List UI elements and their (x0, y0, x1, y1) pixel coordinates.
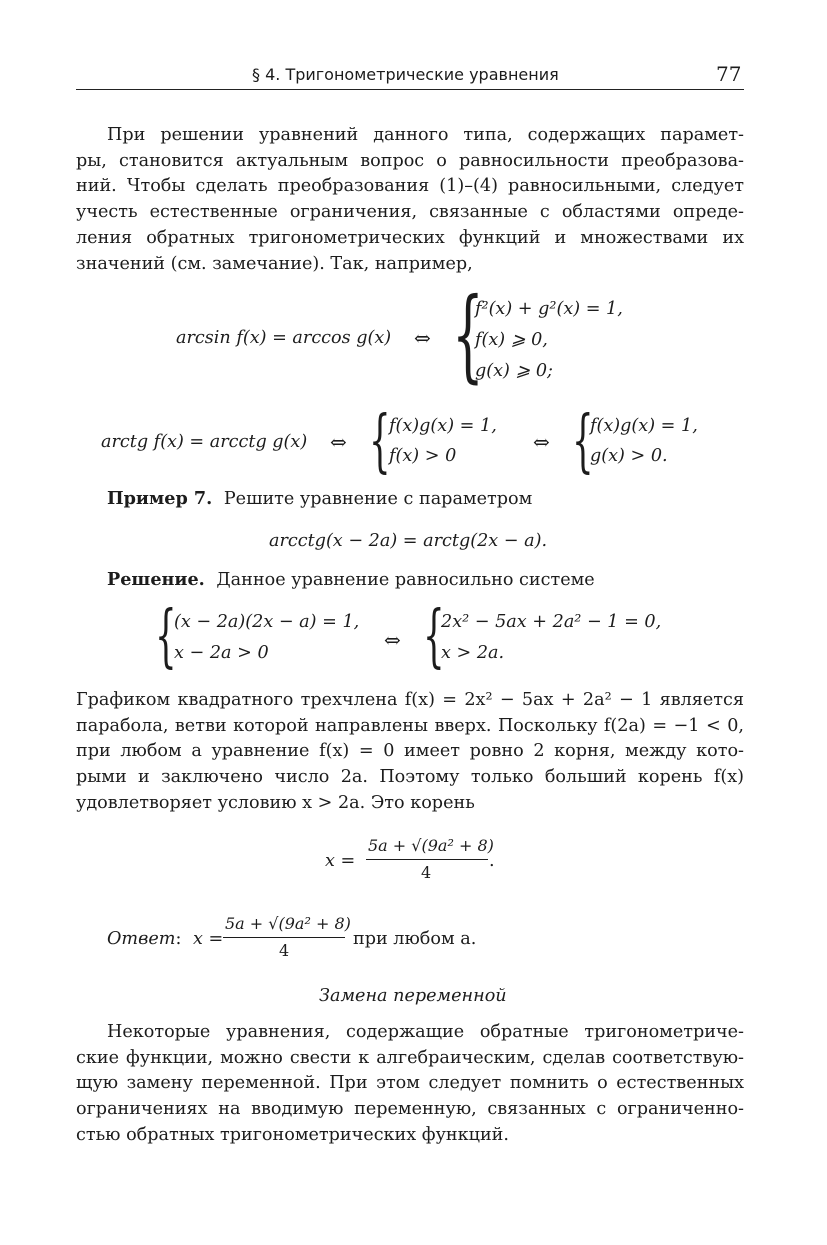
system-brace: { (452, 276, 484, 393)
paragraph-line: щую замену переменной. При этом следует помнить о естественных (76, 1073, 744, 1094)
system-line: f(x) > 0 (389, 446, 457, 466)
paragraph-line: значений (см. замечание). Так, например, (76, 253, 473, 274)
paragraph-line: ограничениях на вводимую переменную, связанных с ограниченно- (76, 1099, 744, 1120)
system-line: x > 2a. (441, 643, 505, 663)
system-line: f²(x) + g²(x) = 1, (475, 299, 623, 319)
root-denominator: 4 (421, 863, 432, 882)
paragraph-line: ры, становится актуальным вопрос о равносильности преобразова- (76, 150, 744, 171)
header-rule (76, 89, 744, 90)
paragraph-line: при любом a уравнение f(x) = 0 имеет ровно 2 корня, между кото- (76, 741, 744, 762)
system-brace: { (155, 597, 177, 676)
paragraph-line: учесть естественные ограничения, связанные с областями опреде- (76, 202, 744, 223)
paragraph-line: стью обратных тригонометрических функций. (76, 1124, 509, 1145)
root-tail: . (489, 851, 495, 871)
paragraph-intro (76, 123, 744, 277)
formula-lhs: arctg f(x) = arcctg g(x) (101, 432, 308, 452)
system-line: 2x² − 5ax + 2a² − 1 = 0, (441, 612, 662, 632)
answer-tail: при любом a. (353, 929, 477, 949)
paragraph-line: При решении уравнений данного типа, содержащих парамет- (107, 125, 744, 145)
answer-numerator: 5a + √(9a² + 8) (225, 914, 351, 933)
paragraph-solution (76, 688, 744, 817)
system-line: f(x)g(x) = 1, (590, 416, 698, 436)
example-heading (107, 488, 532, 509)
subheading: Замена переменной (319, 986, 507, 1006)
paragraph-line: ний. Чтобы сделать преобразования (1)–(4) равносильными, следует (76, 176, 744, 197)
system-line: f(x) ⩾ 0, (475, 330, 548, 350)
system-line: g(x) > 0. (590, 446, 668, 466)
paragraph-substitution (76, 1020, 744, 1149)
answer-label: Ответ (107, 929, 176, 949)
system-line: g(x) ⩾ 0; (475, 361, 553, 381)
system-line: f(x)g(x) = 1, (389, 416, 497, 436)
solution-heading (107, 569, 595, 590)
example-label: Пример 7. (107, 488, 213, 509)
fraction-bar (366, 859, 488, 860)
answer-denominator: 4 (279, 941, 290, 960)
paragraph-line: рыми и заключено число 2a. Поэтому только больший корень f(x) (76, 767, 744, 788)
equivalence-symbol: ⇔ (384, 628, 401, 652)
answer-lhs: x = (192, 929, 224, 949)
paragraph-line: парабола, ветви которой направлены вверх. Поскольку f(2a) = −1 < 0, (76, 715, 744, 736)
formula-lhs: arcsin f(x) = arccos g(x) (176, 328, 392, 348)
root-lhs: x = (325, 851, 356, 871)
paragraph-line: ские функции, можно свести к алгебраическим, сделав соответствую- (76, 1047, 744, 1068)
answer-colon: : (175, 929, 182, 949)
running-header-title: § 4. Тригонометрические уравнения (252, 65, 559, 84)
paragraph-line: удовлетворяет условию x > 2a. Это корень (76, 792, 475, 813)
system-brace: { (369, 402, 391, 481)
solution-label: Решение. (107, 569, 205, 590)
paragraph-line: Графиком квадратного трехчлена f(x) = 2x² − 5ax + 2a² − 1 является (76, 690, 744, 710)
equivalence-symbol: ⇔ (330, 430, 347, 454)
system-brace: { (572, 402, 594, 481)
paragraph-line: Некоторые уравнения, содержащие обратные тригонометриче- (107, 1022, 744, 1042)
root-numerator: 5a + √(9a² + 8) (368, 836, 494, 855)
page-number: 77 (716, 62, 742, 86)
fraction-bar (223, 937, 345, 938)
paragraph-line: ления обратных тригонометрических функций и множествами их (76, 227, 744, 248)
answer-label-group (107, 929, 223, 949)
system-line: x − 2a > 0 (174, 643, 269, 663)
example-equation: arcctg(x − 2a) = arctg(2x − a). (269, 531, 548, 551)
example-text: Решите уравнение с параметром (223, 489, 533, 509)
equivalence-symbol: ⇔ (533, 430, 550, 454)
solution-text: Данное уравнение равносильно системе (216, 570, 595, 590)
equivalence-symbol: ⇔ (414, 326, 431, 350)
system-line: (x − 2a)(2x − a) = 1, (174, 612, 360, 632)
system-brace: { (423, 597, 445, 676)
